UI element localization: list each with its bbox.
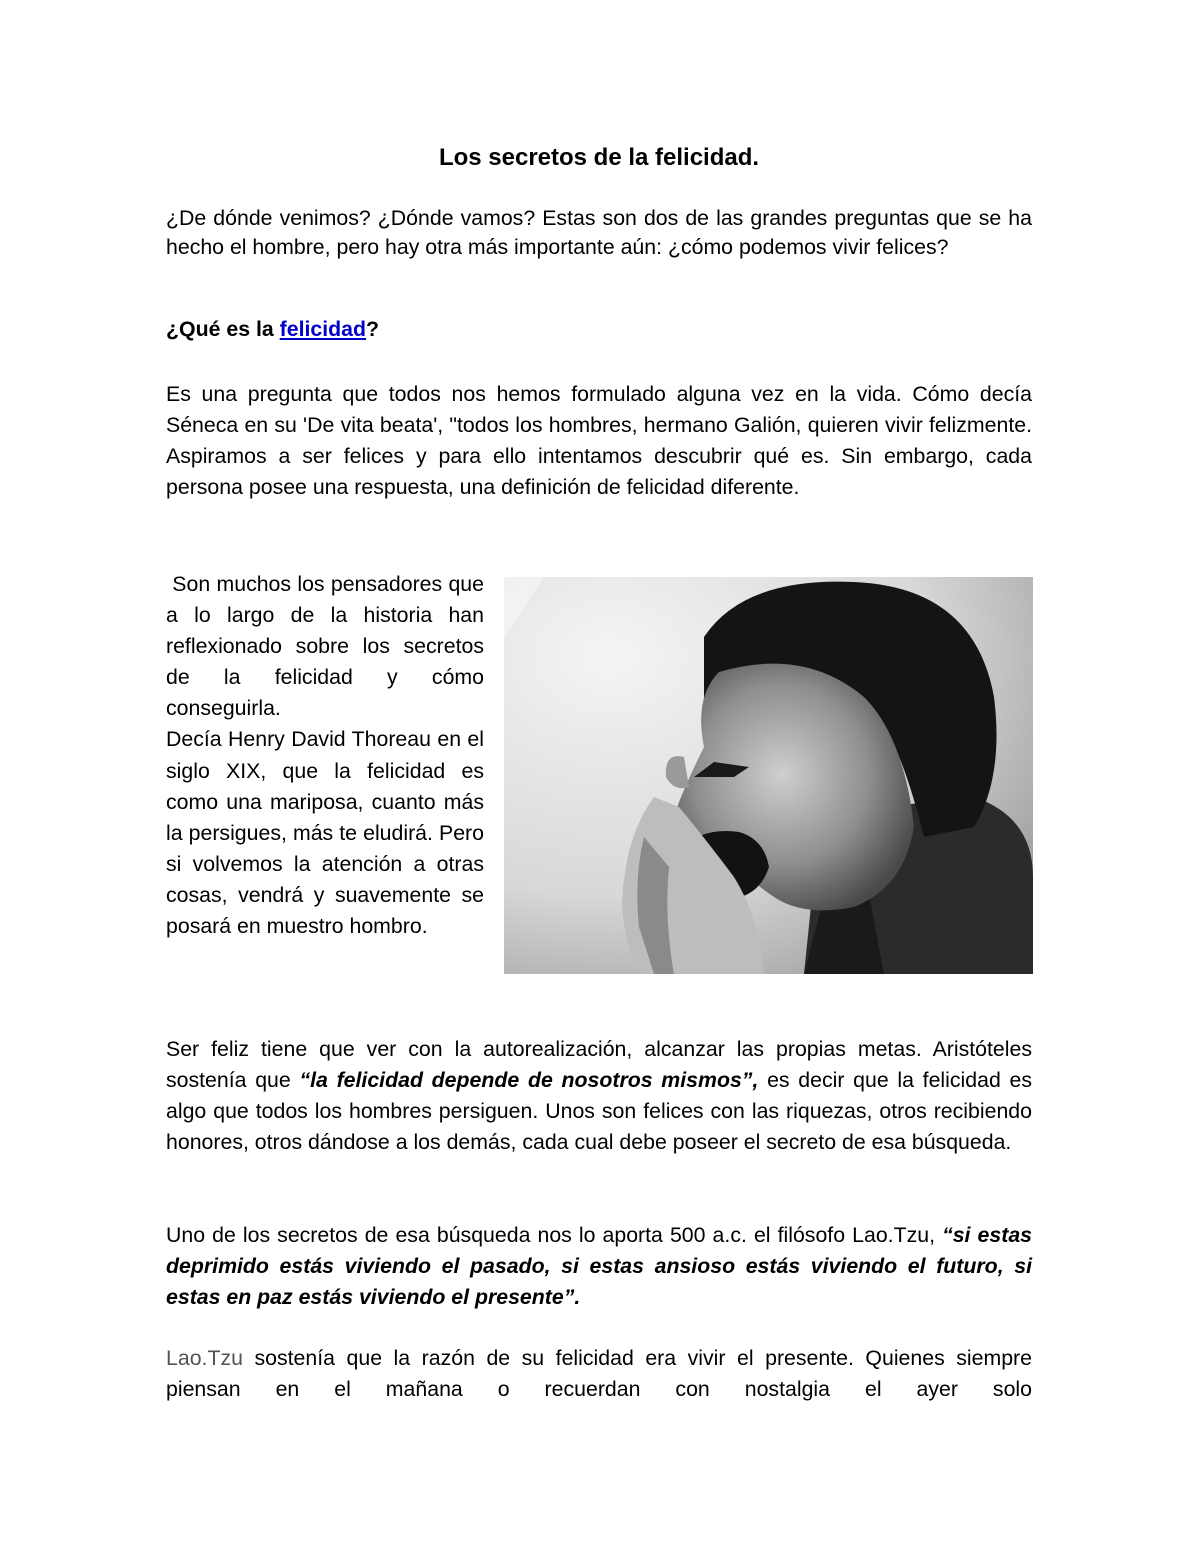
paragraph-aristoteles-text-2: es decir que la felicidad es algo que todos los hombres persiguen. Unos son felices con las riquezas, otros recibiendo honores, otros dándose a los demás, cada cual debe poseer el secreto de esa búsqueda. xyxy=(166,1068,1032,1154)
section-heading-suffix: ? xyxy=(366,317,380,341)
paragraph-laotzu-text: Uno de los secretos de esa búsqueda nos lo aporta 500 a.c. el filósofo Lao.Tzu, xyxy=(166,1223,943,1247)
document-title: Los secretos de la felicidad. xyxy=(438,144,760,171)
paragraph-seneca: Es una pregunta que todos nos hemos formulado alguna vez en la vida. Cómo decía Séneca en su 'De vita beata', "todos los hombres, hermano Galión, quieren vivir felizmente. Aspiramos a ser felices y para ello intentamos descubrir qué es. Sin embargo, cada persona posee una respuesta, una definición de felicidad diferente. xyxy=(166,382,1032,499)
paragraph-aristoteles-text-1: Ser feliz tiene que ver con la autorealización, alcanzar las propias metas. Aristóteles sostenía que xyxy=(166,1037,1032,1092)
paragraph-presente xyxy=(166,1343,1032,1405)
side-column-part-2: Decía Henry David Thoreau en el siglo XIX, que la felicidad es como una mariposa, cuanto más la persigues, más te eludirá. Pero si volvemos la atención a otras cosas, vendrá y suavemente se posará en muestro hombro. xyxy=(166,727,484,939)
laotzu-name: Lao.Tzu xyxy=(166,1346,243,1370)
side-column-part-1: Son muchos los pensadores que a lo largo de la historia han reflexionado sobre los secretos de la felicidad y cómo conseguirla. xyxy=(166,572,490,721)
portrait-photo xyxy=(504,577,1033,974)
section-heading xyxy=(166,312,379,346)
paragraph-aristoteles xyxy=(166,1034,1032,1158)
portrait-icon xyxy=(504,577,1033,974)
intro-paragraph: ¿De dónde venimos? ¿Dónde vamos? Estas son dos de las grandes preguntas que se ha hecho el hombre, pero hay otra más importante aún: ¿cómo podemos vivir felices? xyxy=(166,206,1032,259)
aristoteles-quote: “la felicidad depende de nosotros mismos”, xyxy=(299,1068,759,1092)
section-heading-prefix: ¿Qué es la xyxy=(166,317,280,341)
felicidad-link[interactable]: felicidad xyxy=(279,317,367,341)
laotzu-quote: “si estas deprimido estás viviendo el pasado, si estas ansioso estás viviendo el futuro, si estas en paz estás viviendo el presente”. xyxy=(166,1223,1033,1309)
paragraph-laotzu xyxy=(166,1220,1032,1313)
paragraph-presente-text: sostenía que la razón de su felicidad era vivir el presente. Quienes siempre piensan en el mañana o recuerdan con nostalgia el ayer solo xyxy=(166,1346,1032,1401)
side-column xyxy=(166,569,490,942)
